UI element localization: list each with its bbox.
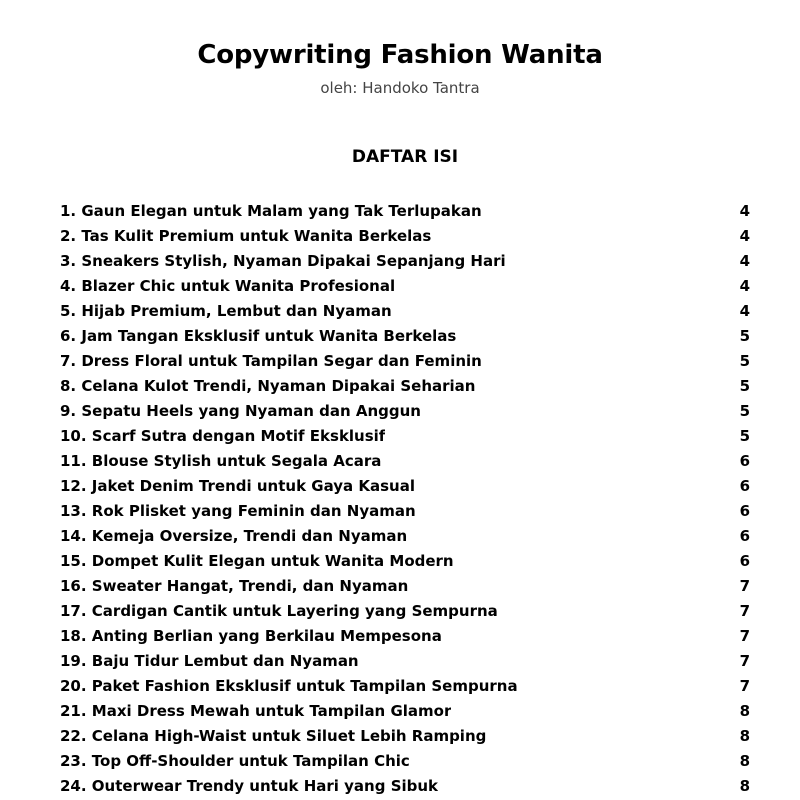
toc-entry[interactable] xyxy=(60,399,750,424)
toc-entry-title[interactable]: 20. Paket Fashion Eksklusif untuk Tampilan Sempurna xyxy=(60,677,518,695)
toc-entry-page-number[interactable]: 6 xyxy=(739,502,750,520)
toc-entry-title[interactable]: 18. Anting Berlian yang Berkilau Mempesona xyxy=(60,627,442,645)
toc-entry[interactable] xyxy=(60,449,750,474)
toc-entry-title[interactable]: 15. Dompet Kulit Elegan untuk Wanita Modern xyxy=(60,552,454,570)
toc-entry-page-number[interactable]: 7 xyxy=(739,577,750,595)
toc-entry-title[interactable]: 23. Top Off-Shoulder untuk Tampilan Chic xyxy=(60,752,410,770)
toc-entry-title[interactable]: 2. Tas Kulit Premium untuk Wanita Berkelas xyxy=(60,227,432,245)
toc-entry-page-number[interactable]: 5 xyxy=(739,327,750,345)
toc-entry[interactable] xyxy=(60,199,750,224)
toc-entry-title[interactable]: 3. Sneakers Stylish, Nyaman Dipakai Sepanjang Hari xyxy=(60,252,506,270)
toc-entry-page-number[interactable]: 4 xyxy=(739,277,750,295)
toc-entry-title[interactable]: 5. Hijab Premium, Lembut dan Nyaman xyxy=(60,302,392,320)
toc-entry-title[interactable]: 9. Sepatu Heels yang Nyaman dan Anggun xyxy=(60,402,421,420)
toc-entry-page-number[interactable]: 7 xyxy=(739,627,750,645)
toc-entry[interactable] xyxy=(60,349,750,374)
toc-entry-title[interactable]: 7. Dress Floral untuk Tampilan Segar dan Feminin xyxy=(60,352,482,370)
toc-entry-page-number[interactable]: 5 xyxy=(739,402,750,420)
toc-entry[interactable] xyxy=(60,674,750,699)
toc-entry-page-number[interactable]: 5 xyxy=(739,377,750,395)
toc-entry[interactable] xyxy=(60,699,750,724)
toc-entry[interactable] xyxy=(60,599,750,624)
toc-entry[interactable] xyxy=(60,224,750,249)
toc-entry-page-number[interactable]: 5 xyxy=(739,427,750,445)
toc-entry-page-number[interactable]: 6 xyxy=(739,477,750,495)
toc-entry-title[interactable]: 4. Blazer Chic untuk Wanita Profesional xyxy=(60,277,396,295)
toc-entry-title[interactable]: 16. Sweater Hangat, Trendi, dan Nyaman xyxy=(60,577,409,595)
toc-entry-title[interactable]: 21. Maxi Dress Mewah untuk Tampilan Glamor xyxy=(60,702,452,720)
toc-entry-page-number[interactable]: 8 xyxy=(739,727,750,745)
toc-entry[interactable] xyxy=(60,324,750,349)
toc-entry-page-number[interactable]: 4 xyxy=(739,202,750,220)
toc-entry-page-number[interactable]: 8 xyxy=(739,702,750,720)
document-author: oleh: Handoko Tantra xyxy=(320,79,480,97)
toc-entry-title[interactable]: 10. Scarf Sutra dengan Motif Eksklusif xyxy=(60,427,386,445)
toc-entry-page-number[interactable]: 4 xyxy=(739,227,750,245)
toc-entry-title[interactable]: 1. Gaun Elegan untuk Malam yang Tak Terlupakan xyxy=(60,202,482,220)
toc-entry-title[interactable]: 11. Blouse Stylish untuk Segala Acara xyxy=(60,452,382,470)
toc-entry-page-number[interactable]: 7 xyxy=(739,602,750,620)
toc-entry[interactable] xyxy=(60,474,750,499)
toc-entry-page-number[interactable]: 4 xyxy=(739,302,750,320)
toc-entry-page-number[interactable]: 5 xyxy=(739,352,750,370)
toc-entry[interactable] xyxy=(60,499,750,524)
toc-entry[interactable] xyxy=(60,624,750,649)
toc-entry-title[interactable]: 13. Rok Plisket yang Feminin dan Nyaman xyxy=(60,502,416,520)
toc-entry-title[interactable]: 12. Jaket Denim Trendi untuk Gaya Kasual xyxy=(60,477,415,495)
toc-entry[interactable] xyxy=(60,724,750,749)
table-of-contents xyxy=(60,199,750,799)
document-title: Copywriting Fashion Wanita xyxy=(197,40,603,70)
toc-entry-title[interactable]: 22. Celana High-Waist untuk Siluet Lebih Ramping xyxy=(60,727,487,745)
toc-entry[interactable] xyxy=(60,424,750,449)
toc-entry[interactable] xyxy=(60,299,750,324)
toc-entry-title[interactable]: 19. Baju Tidur Lembut dan Nyaman xyxy=(60,652,359,670)
toc-entry-page-number[interactable]: 6 xyxy=(739,452,750,470)
toc-entry-title[interactable]: 24. Outerwear Trendy untuk Hari yang Sibuk xyxy=(60,777,439,795)
toc-entry-page-number[interactable]: 6 xyxy=(739,527,750,545)
toc-entry-page-number[interactable]: 7 xyxy=(739,677,750,695)
toc-entry[interactable] xyxy=(60,249,750,274)
toc-entry-page-number[interactable]: 6 xyxy=(739,552,750,570)
toc-entry[interactable] xyxy=(60,574,750,599)
toc-entry-title[interactable]: 6. Jam Tangan Eksklusif untuk Wanita Berkelas xyxy=(60,327,457,345)
toc-heading: DAFTAR ISI xyxy=(351,147,459,167)
toc-entry[interactable] xyxy=(60,649,750,674)
toc-entry[interactable] xyxy=(60,749,750,774)
toc-entry-page-number[interactable]: 8 xyxy=(739,752,750,770)
toc-entry-title[interactable]: 17. Cardigan Cantik untuk Layering yang Sempurna xyxy=(60,602,498,620)
toc-entry[interactable] xyxy=(60,549,750,574)
toc-entry-page-number[interactable]: 7 xyxy=(739,652,750,670)
toc-entry[interactable] xyxy=(60,774,750,799)
toc-entry[interactable] xyxy=(60,374,750,399)
toc-entry-page-number[interactable]: 8 xyxy=(739,777,750,795)
toc-entry-title[interactable]: 8. Celana Kulot Trendi, Nyaman Dipakai Seharian xyxy=(60,377,476,395)
toc-entry[interactable] xyxy=(60,274,750,299)
toc-entry-page-number[interactable]: 4 xyxy=(739,252,750,270)
toc-entry[interactable] xyxy=(60,524,750,549)
toc-entry-title[interactable]: 14. Kemeja Oversize, Trendi dan Nyaman xyxy=(60,527,408,545)
